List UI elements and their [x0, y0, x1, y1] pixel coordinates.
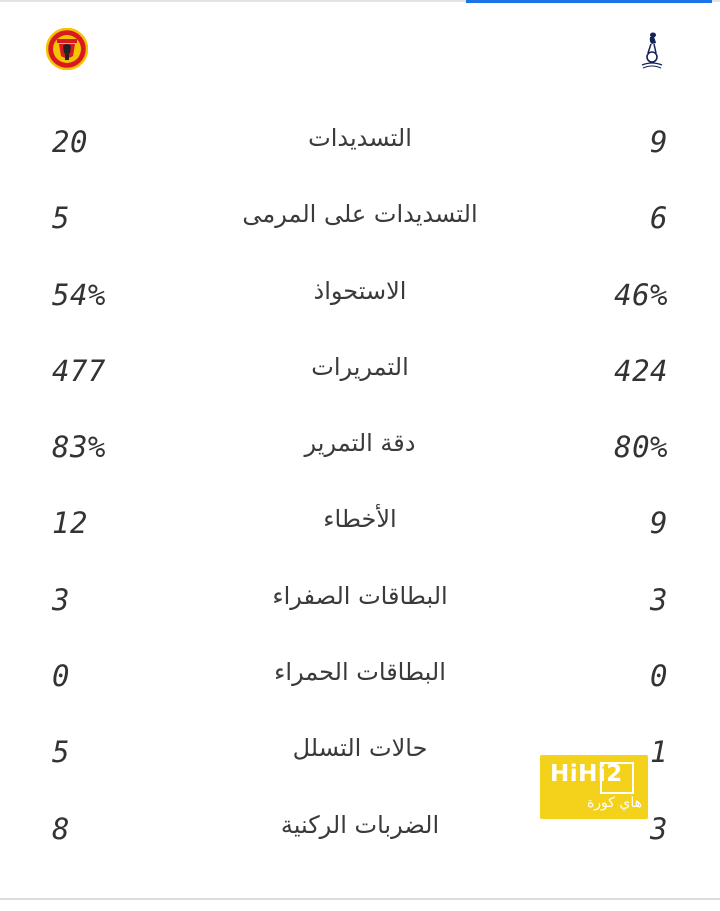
left-team-value: 0: [52, 659, 70, 694]
stat-label: دقة التمرير: [304, 429, 416, 458]
left-team-value: 8: [52, 811, 70, 846]
left-team-value: 12: [52, 506, 88, 541]
stat-row-shots-on-target: [0, 180, 720, 256]
stat-label: التسديدات على المرمى: [242, 200, 478, 229]
right-team-value: 6: [650, 201, 668, 236]
stat-label: البطاقات الصفراء: [272, 581, 448, 610]
stat-row-red-cards: [0, 638, 720, 714]
stat-row-yellow-cards: [0, 562, 720, 638]
bottom-divider: [0, 898, 720, 900]
stat-label: البطاقات الحمراء: [274, 658, 446, 687]
stat-label: التمريرات: [311, 352, 409, 381]
top-accent-bar: [466, 0, 712, 3]
right-team-value: 9: [650, 506, 668, 541]
hihi2-watermark-logo: [540, 755, 648, 819]
stat-label: الاستحواذ: [313, 276, 407, 305]
right-team-value: 9: [650, 125, 668, 159]
stat-row-fouls: [0, 485, 720, 561]
watermark-brand: HiHi2: [550, 761, 623, 787]
watermark-frame: [600, 762, 634, 794]
right-team-value: 3: [650, 811, 668, 846]
stat-label: الأخطاء: [323, 505, 397, 534]
right-team-value: 1: [650, 735, 668, 770]
watermark-subtitle: هاي كورة: [586, 795, 642, 811]
left-team-value: 5: [52, 735, 70, 770]
right-team-value: 46%: [614, 277, 668, 312]
match-stats-table: [0, 104, 720, 867]
stat-row-possession: [0, 257, 720, 333]
left-team-value: 54%: [52, 277, 106, 312]
manchester-united-crest-icon: [46, 28, 88, 74]
right-team-value: 0: [650, 659, 668, 694]
stat-row-passes: [0, 333, 720, 409]
right-team-value: 3: [650, 582, 668, 617]
stat-row-pass-accuracy: [0, 409, 720, 485]
right-team-value: 80%: [614, 430, 668, 465]
stat-label: الضربات الركنية: [280, 810, 440, 839]
tottenham-hotspur-crest-icon: [637, 28, 667, 78]
left-team-value: 477: [52, 353, 106, 388]
stat-label: حالات التسلل: [292, 734, 428, 763]
stat-row-shots: [0, 104, 720, 180]
left-team-value: 20: [52, 125, 88, 159]
left-team-value: 5: [52, 201, 70, 236]
right-team-value: 424: [614, 353, 668, 388]
left-team-value: 3: [52, 582, 70, 617]
stat-label: التسديدات: [308, 124, 412, 152]
left-team-value: 83%: [52, 430, 106, 465]
